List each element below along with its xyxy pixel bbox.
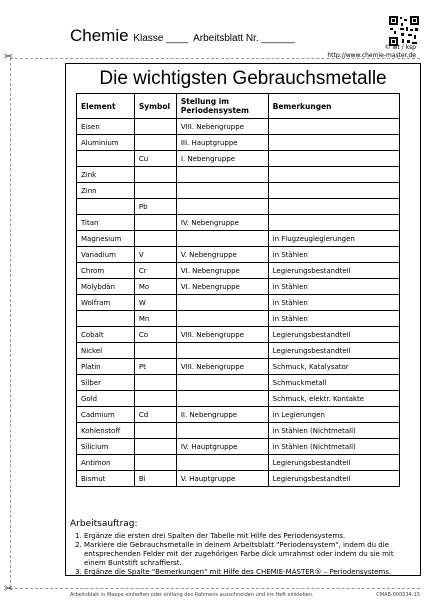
header-bemerkungen: Bemerkungen [268, 94, 399, 119]
table-row [77, 295, 400, 311]
cell-symbol: Co [134, 327, 176, 343]
cell-bemerkungen: in Flugzeuglegierungen [268, 231, 399, 247]
cell-symbol: W [134, 295, 176, 311]
cell-stellung [176, 183, 268, 199]
subject-label: Chemie [70, 26, 129, 45]
cell-element: Kohlenstoff [77, 423, 135, 439]
table-row [77, 183, 400, 199]
cell-stellung: IV. Hauptgruppe [176, 439, 268, 455]
cell-stellung: VIII. Nebengruppe [176, 359, 268, 375]
table-row [77, 279, 400, 295]
cell-element: Nickel [77, 343, 135, 359]
cell-bemerkungen: Schmuck, Katalysator [268, 359, 399, 375]
cell-bemerkungen: Legierungsbestandteil [268, 471, 399, 487]
cell-stellung: III. Hauptgruppe [176, 135, 268, 151]
metals-table [76, 93, 400, 487]
table-row [77, 119, 400, 135]
cell-symbol [134, 183, 176, 199]
cell-element: Titan [77, 215, 135, 231]
header-stellung: Stellung im Periodensystem [176, 94, 268, 119]
cell-element [77, 151, 135, 167]
cell-bemerkungen [268, 167, 399, 183]
cell-symbol: Pt [134, 359, 176, 375]
cell-stellung [176, 231, 268, 247]
table-row [77, 167, 400, 183]
table-row [77, 215, 400, 231]
table-row [77, 311, 400, 327]
table-row [77, 199, 400, 215]
cell-stellung [176, 311, 268, 327]
worksheet-header [70, 26, 295, 46]
cell-element: Eisen [77, 119, 135, 135]
cell-element: Aluminium [77, 135, 135, 151]
cell-symbol [134, 215, 176, 231]
table-row [77, 439, 400, 455]
assignment-item: 2. Markiere die Gebrauchsmetalle in deinem Arbeitsblatt "Periodensystem", indem du die entsprechenden Felder mit der zugehörigen Farbe dick umrahmst oder indem du sie mit einem Buntstift schraffierst. [84, 541, 415, 568]
cell-bemerkungen [268, 135, 399, 151]
cell-element: Silber [77, 375, 135, 391]
scissors-icon: ✂ [4, 582, 14, 595]
cell-symbol [134, 455, 176, 471]
cell-element: Zinn [77, 183, 135, 199]
cut-line-bottom [10, 588, 420, 589]
klasse-field: Klasse ____ [133, 33, 189, 44]
table-row [77, 375, 400, 391]
cell-bemerkungen: Legierungsbestandteil [268, 263, 399, 279]
copyright-block [327, 44, 416, 60]
table-row [77, 247, 400, 263]
header-symbol: Symbol [134, 94, 176, 119]
cell-bemerkungen: in Stählen (Nichtmetall) [268, 439, 399, 455]
cell-element: Silicium [77, 439, 135, 455]
cell-stellung: VI. Nebengruppe [176, 263, 268, 279]
cell-stellung: VIII. Nebengruppe [176, 119, 268, 135]
cell-bemerkungen [268, 151, 399, 167]
cell-bemerkungen: in Stählen (Nichtmetall) [268, 423, 399, 439]
cell-symbol: Mo [134, 279, 176, 295]
cell-stellung: I. Nebengruppe [176, 151, 268, 167]
cell-element: Cobalt [77, 327, 135, 343]
cell-symbol [134, 231, 176, 247]
cell-bemerkungen: in Stählen [268, 279, 399, 295]
cell-bemerkungen: Schmuck, elektr. Kontakte [268, 391, 399, 407]
cell-symbol: V [134, 247, 176, 263]
arbeitsblatt-field: Arbeitsblatt Nr. ______ [193, 33, 295, 44]
cell-stellung: V. Nebengruppe [176, 247, 268, 263]
cell-stellung [176, 199, 268, 215]
cell-bemerkungen: in Legierungen [268, 407, 399, 423]
cell-element: Antimon [77, 455, 135, 471]
cell-bemerkungen [268, 183, 399, 199]
footer [70, 592, 420, 598]
cell-stellung: VIII. Nebengruppe [176, 327, 268, 343]
cell-symbol [134, 423, 176, 439]
header-element: Element [77, 94, 135, 119]
assignment-item: 1. Ergänze die ersten drei Spalten der Tabelle mit Hilfe des Periodensystems. [84, 532, 415, 541]
cell-bemerkungen: in Stählen [268, 247, 399, 263]
cell-element: Wolfram [77, 295, 135, 311]
table-row [77, 135, 400, 151]
cell-bemerkungen: Legierungsbestandteil [268, 455, 399, 471]
cell-element: Chrom [77, 263, 135, 279]
cell-symbol [134, 343, 176, 359]
worksheet-code: CMAB-000034-15 [376, 592, 420, 598]
table-row [77, 471, 400, 487]
page-title: Die wichtigsten Gebrauchsmetalle [99, 68, 387, 89]
assignment-heading: Arbeitsauftrag: [70, 519, 138, 529]
cell-symbol [134, 167, 176, 183]
cell-symbol [134, 391, 176, 407]
cell-symbol [134, 135, 176, 151]
cell-symbol: Cr [134, 263, 176, 279]
cell-stellung [176, 455, 268, 471]
cell-stellung: II. Nebengruppe [176, 407, 268, 423]
cell-bemerkungen [268, 215, 399, 231]
cell-stellung [176, 375, 268, 391]
cell-symbol: Bi [134, 471, 176, 487]
cell-element: Zink [77, 167, 135, 183]
qr-code-icon [388, 15, 420, 47]
cell-stellung [176, 167, 268, 183]
cell-symbol [134, 439, 176, 455]
cell-bemerkungen [268, 199, 399, 215]
table-row [77, 423, 400, 439]
cell-stellung: IV. Nebengruppe [176, 215, 268, 231]
cell-stellung [176, 295, 268, 311]
table-row [77, 263, 400, 279]
cell-element: Platin [77, 359, 135, 375]
cell-symbol: Mn [134, 311, 176, 327]
cell-element [77, 311, 135, 327]
cell-stellung [176, 343, 268, 359]
copyright: © wt / ksp [384, 44, 416, 51]
cell-element: Bismut [77, 471, 135, 487]
table-row [77, 455, 400, 471]
cut-line-left [10, 58, 11, 588]
table-row [77, 359, 400, 375]
cell-bemerkungen: Schmuckmetall [268, 375, 399, 391]
table-row [77, 407, 400, 423]
cell-symbol [134, 375, 176, 391]
cell-element: Cadmium [77, 407, 135, 423]
cell-bemerkungen [268, 119, 399, 135]
cell-element: Gold [77, 391, 135, 407]
cell-stellung: V. Hauptgruppe [176, 471, 268, 487]
cell-symbol: Cu [134, 151, 176, 167]
cell-stellung [176, 391, 268, 407]
website-url: http://www.chemie-master.de [327, 52, 416, 59]
cell-stellung: VI. Nebengruppe [176, 279, 268, 295]
table-row [77, 231, 400, 247]
table-row [77, 391, 400, 407]
cell-element: Vanadium [77, 247, 135, 263]
table-header-row [77, 94, 400, 119]
table-row [77, 327, 400, 343]
assignment-item: 3. Ergänze die Spalte "Bemerkungen" mit Hilfe des CHEMIE-MASTER® – Periodensystems. [84, 568, 415, 577]
table-row [77, 343, 400, 359]
table-row [77, 151, 400, 167]
footer-note: Arbeitsblatt in Mappe einheften oder entlang des Rahmens ausschneiden und ins Heft einkleben. [70, 592, 314, 598]
cell-bemerkungen: Legierungsbestandteil [268, 343, 399, 359]
assignment-section [70, 520, 415, 577]
cell-element: Molybdän [77, 279, 135, 295]
assignment-list [70, 532, 415, 577]
cell-stellung [176, 423, 268, 439]
cell-element: Magnesium [77, 231, 135, 247]
cell-bemerkungen: in Stählen [268, 295, 399, 311]
cell-symbol: Cd [134, 407, 176, 423]
cell-bemerkungen: Legierungsbestandteil [268, 327, 399, 343]
cell-bemerkungen: in Stählen [268, 311, 399, 327]
cell-symbol: Pb [134, 199, 176, 215]
cell-element [77, 199, 135, 215]
scissors-icon: ✂ [4, 50, 14, 63]
cell-symbol [134, 119, 176, 135]
